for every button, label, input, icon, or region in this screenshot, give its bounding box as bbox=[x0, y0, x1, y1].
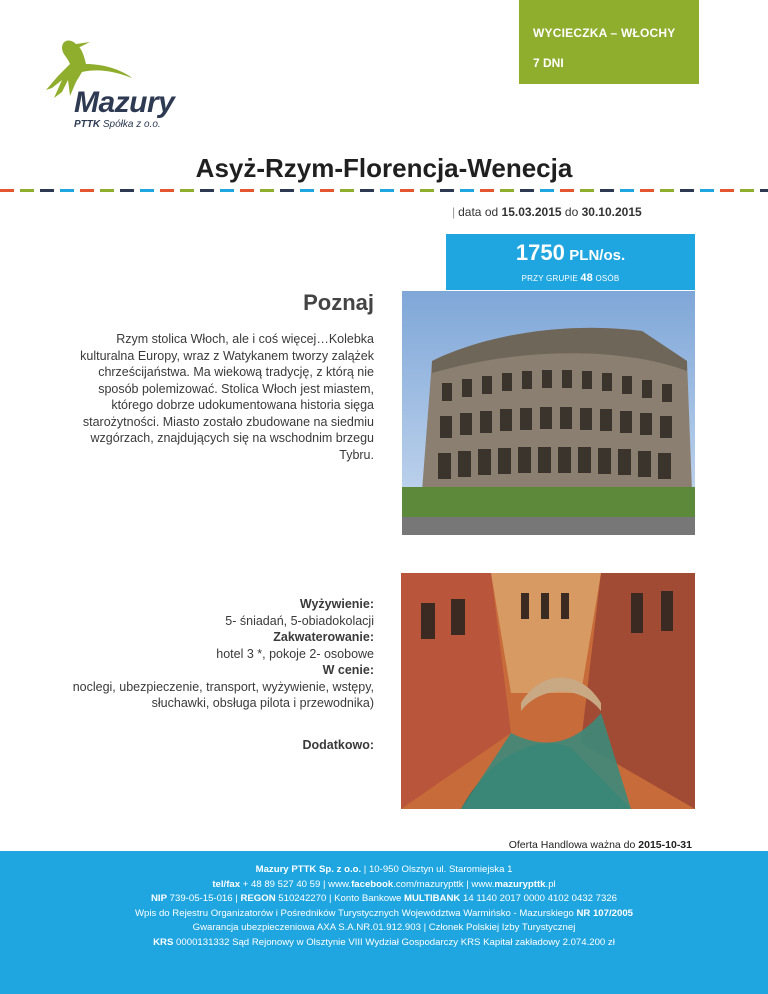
company-footer bbox=[0, 851, 768, 994]
page-title: Asyż-Rzym-Florencja-Wenecja bbox=[195, 153, 573, 183]
trip-destination: WYCIECZKA – WŁOCHY bbox=[533, 26, 676, 40]
food-value: 5- śniadań, 5-obiadokolacji bbox=[225, 613, 374, 628]
trip-duration: 7 DNI bbox=[533, 56, 564, 70]
included-value: noclegi, ubezpieczenie, transport, wyżywienie, wstępy, słuchawki, obsługa pilota i przewodnika) bbox=[72, 679, 374, 710]
date-range: | data od 15.03.2015 do 30.10.2015 bbox=[452, 205, 642, 219]
footer-line-company: Mazury PTTK Sp. z o.o. | 10-950 Olsztyn ul. Staromiejska 1 bbox=[255, 864, 513, 875]
price-group-note: PRZY GRUPIE 48 OSÓB bbox=[521, 272, 620, 284]
venice-canal-photo bbox=[401, 573, 695, 809]
price-box bbox=[446, 234, 695, 290]
stay-value: hotel 3 *, pokoje 2- osobowe bbox=[216, 646, 374, 661]
footer-line-krs: KRS 0000131332 Sąd Rejonowy w Olsztynie VIII Wydział Gospodarczy KRS Kapitał zakładowy 2.074.200 zł bbox=[153, 936, 615, 948]
offer-validity: Oferta Handlowa ważna do 2015-10-31 bbox=[508, 839, 692, 851]
price: 1750 PLN/os. bbox=[515, 240, 626, 265]
trip-details bbox=[60, 596, 374, 712]
footer-line-register: Wpis do Rejestru Organizatorów i Pośredników Turystycznych Województwa Warmińsko - Mazurskiego NR 107/2005 bbox=[134, 907, 633, 919]
intro-text: Rzym stolica Włoch, ale i coś więcej…Kolebka kulturalna Europy, wraz z Watykanem tworzy zalążek chrześcijaństwa. Ma wiekową tradycję, z którą nie sposób polemizować. Stolica Włoch jest miastem, którego dobrze udokumentowana historia sięga starożytności. Miasto zostało zbudowane na siedmiu wzgórzach, znajdujących się na wschodnim brzegu Tybru. bbox=[80, 332, 374, 462]
footer-line-registration: NIP 739-05-15-016 | REGON 510242270 | Konto Bankowe MULTIBANK 14 1140 2017 0000 4102 0432 7326 bbox=[151, 893, 617, 905]
colosseum-photo bbox=[402, 291, 695, 535]
food-label: Wyżywienie: bbox=[299, 597, 374, 611]
footer-line-contact: tel/fax + 48 89 527 40 59 | www.facebook.com/mazurypttk | www.mazurypttk.pl bbox=[212, 878, 556, 890]
title-divider bbox=[0, 189, 768, 192]
stay-label: Zakwaterowanie: bbox=[273, 630, 374, 644]
trip-tag bbox=[519, 0, 699, 84]
section-title: Poznaj bbox=[303, 290, 374, 315]
footer-line-guarantee: Gwarancja ubezpieczeniowa AXA S.A.NR.01.912.903 | Członek Polskiej Izby Turystycznej bbox=[192, 922, 576, 934]
logo-subtitle: PTTK Spółka z o.o. bbox=[74, 119, 161, 130]
extra-label: Dodatkowo: bbox=[302, 738, 374, 752]
included-label: W cenie: bbox=[322, 663, 374, 677]
logo-wordmark: Mazury bbox=[74, 86, 175, 119]
